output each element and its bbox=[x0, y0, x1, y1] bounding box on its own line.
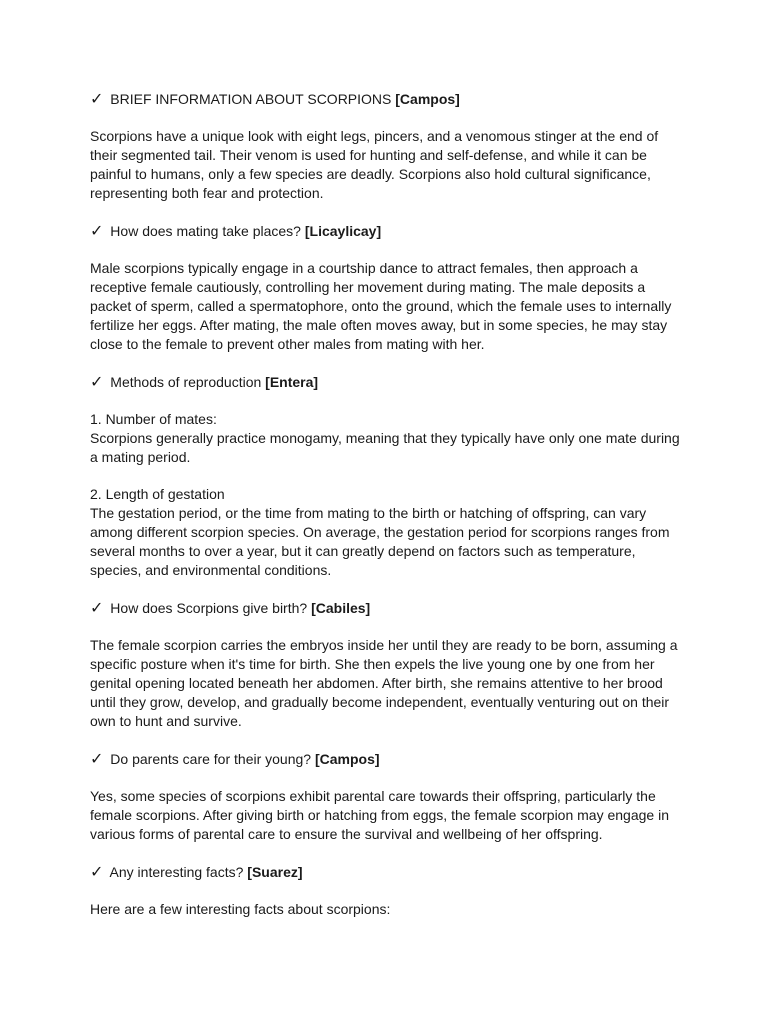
checkmark-icon: ✓ bbox=[90, 89, 104, 108]
section-body: The female scorpion carries the embryos inside her until they are ready to be born, assuming a specific posture when it's time for birth. She then expels the live young one by one from her genital opening located beneath her abdomen. After birth, she remains attentive to her brood until they grow, develop, and gradually become independent, eventually venturing out on their own to hunt and survive. bbox=[90, 637, 678, 729]
checkmark-icon: ✓ bbox=[90, 862, 104, 881]
section-body: Male scorpions typically engage in a courtship dance to attract females, then approach a receptive female cautiously, controlling her movement during mating. The male deposits a packet of sperm, called a spermatophore, onto the ground, which the female uses to internally fertilize her eggs. After mating, the male often moves away, but in some species, he may stay close to the female to prevent other males from mating with her. bbox=[90, 260, 672, 352]
section-body: Yes, some species of scorpions exhibit parental care towards their offspring, particularly the female scorpions. After giving birth or hatching from eggs, the female scorpion may engage in various forms of parental care to ensure the survival and wellbeing of her offspring. bbox=[90, 788, 669, 842]
checkmark-icon: ✓ bbox=[90, 372, 104, 391]
subsection bbox=[90, 410, 688, 467]
subsection-title: 2. Length of gestation bbox=[90, 486, 225, 502]
section-title: Any interesting facts? bbox=[109, 864, 244, 880]
section-heading bbox=[90, 221, 688, 241]
section-author: [Entera] bbox=[265, 374, 319, 390]
section-title: Do parents care for their young? bbox=[110, 751, 312, 767]
section-author: [Campos] bbox=[314, 751, 380, 767]
section-heading bbox=[90, 598, 688, 618]
checkmark-icon: ✓ bbox=[90, 598, 104, 617]
subsection-title: 1. Number of mates: bbox=[90, 411, 217, 427]
section-author: [Campos] bbox=[395, 91, 460, 107]
section-title: BRIEF INFORMATION ABOUT SCORPIONS bbox=[110, 91, 392, 107]
section-heading bbox=[90, 372, 688, 392]
checkmark-icon: ✓ bbox=[90, 221, 104, 240]
section-title: Methods of reproduction bbox=[110, 374, 262, 390]
section-title: How does Scorpions give birth? bbox=[110, 600, 308, 616]
section-title: How does mating take places? bbox=[110, 223, 301, 239]
section-heading bbox=[90, 89, 688, 109]
section-author: [Suarez] bbox=[247, 864, 303, 880]
section-body: Here are a few interesting facts about scorpions: bbox=[90, 901, 391, 917]
checkmark-icon: ✓ bbox=[90, 749, 104, 768]
section-heading bbox=[90, 862, 688, 882]
subsection bbox=[90, 485, 688, 580]
section-author: [Cabiles] bbox=[311, 600, 371, 616]
subsection-body: Scorpions generally practice monogamy, meaning that they typically have only one mate during a mating period. bbox=[90, 430, 680, 465]
subsection-body: The gestation period, or the time from mating to the birth or hatching of offspring, can vary among different scorpion species. On average, the gestation period for scorpions ranges from several months to over a year, but it can greatly depend on factors such as temperature, species, and environmental conditions. bbox=[90, 505, 670, 578]
section-author: [Licaylicay] bbox=[304, 223, 382, 239]
section-body: Scorpions have a unique look with eight legs, pincers, and a venomous stinger at the end of their segmented tail. Their venom is used for hunting and self-defense, and while it can be painful to humans, only a few species are deadly. Scorpions also hold cultural significance, representing both fear and protection. bbox=[90, 128, 659, 201]
section-heading bbox=[90, 749, 688, 769]
